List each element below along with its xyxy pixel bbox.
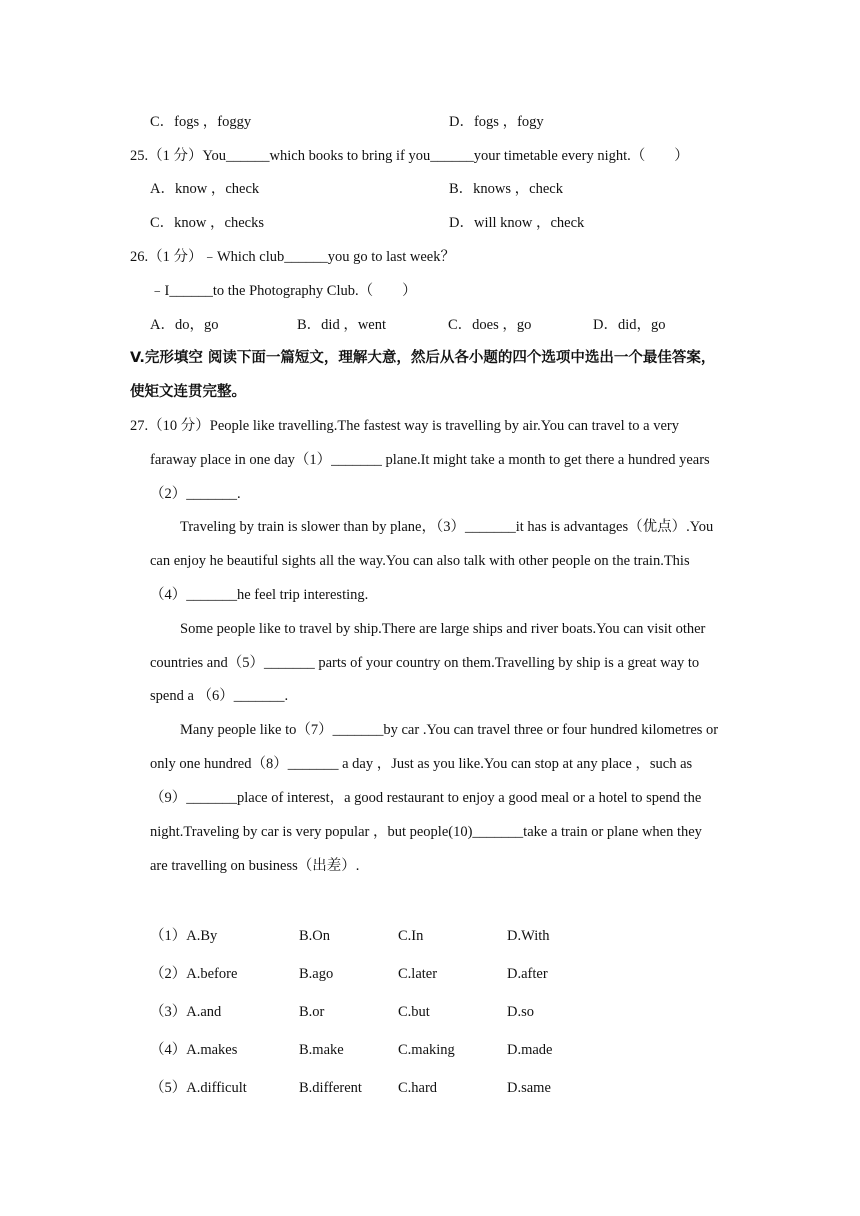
- blank-4-option-c[interactable]: C.making: [398, 1042, 455, 1058]
- passage-line: are travelling on business（出差）.: [150, 858, 360, 874]
- blank-2-option-a[interactable]: （2）A.before: [150, 966, 238, 982]
- q24-option-c[interactable]: C．fogs ，foggy: [150, 114, 252, 130]
- blank-1-option-b[interactable]: B.On: [299, 928, 331, 944]
- q26-option-c[interactable]: C．does ，go: [448, 317, 532, 333]
- blank-1-option-c[interactable]: C.In: [398, 928, 424, 944]
- q25-option-b[interactable]: B．knows ，check: [449, 181, 563, 197]
- blank-2-option-b[interactable]: B.ago: [299, 966, 334, 982]
- passage-line: only one hundred（8）_______ a day ，Just as you like.You can stop at any place ，such as: [150, 756, 693, 772]
- blank-3-option-c[interactable]: C.but: [398, 1004, 430, 1020]
- passage-line: Traveling by train is slower than by plane，（3）_______it has is advantages（优点）.You: [180, 519, 714, 535]
- blank-3-option-d[interactable]: D.so: [507, 1004, 534, 1020]
- passage-line: （9）_______place of interest，a good restaurant to enjoy a good meal or a hotel to spend the: [150, 790, 702, 806]
- blank-1-option-d[interactable]: D.With: [507, 928, 550, 944]
- blank-5-option-b[interactable]: B.different: [299, 1080, 362, 1096]
- blank-1-option-a[interactable]: （1）A.By: [150, 928, 218, 944]
- passage-line: night.Traveling by car is very popular ，but people(10)_______take a train or plane when they: [150, 824, 702, 840]
- blank-3-option-a[interactable]: （3）A.and: [150, 1004, 222, 1020]
- blank-3-option-b[interactable]: B.or: [299, 1004, 325, 1020]
- blank-4-option-a[interactable]: （4）A.makes: [150, 1042, 238, 1058]
- blank-5-option-d[interactable]: D.same: [507, 1080, 551, 1096]
- passage-line: 27.（10 分）People like travelling.The fastest way is travelling by air.You can travel to a very: [130, 418, 679, 434]
- q26-option-d[interactable]: D．did，go: [593, 317, 666, 333]
- passage-line: can enjoy he beautiful sights all the way.You can also talk with other people on the train.This: [150, 553, 690, 569]
- passage-line: spend a （6）_______.: [150, 688, 289, 704]
- passage-line: （4）_______he feel trip interesting.: [150, 587, 369, 603]
- q26-dialog-line: ﹣I______to the Photography Club.（ ）: [150, 283, 417, 299]
- q25-option-d[interactable]: D．will know ，check: [449, 215, 585, 231]
- blank-4-option-b[interactable]: B.make: [299, 1042, 344, 1058]
- blank-2-option-c[interactable]: C.later: [398, 966, 438, 982]
- passage-line: Many people like to（7）_______by car .You can travel three or four hundred kilometres or: [180, 722, 719, 738]
- q25-option-c[interactable]: C．know ，checks: [150, 215, 264, 231]
- passage-line: Some people like to travel by ship.There are large ships and river boats.You can visit other: [180, 621, 706, 637]
- blank-4-option-d[interactable]: D.made: [507, 1042, 553, 1058]
- blank-5-option-a[interactable]: （5）A.difficult: [150, 1080, 247, 1096]
- section-heading-cont: 使矩文连贯完整。: [130, 384, 246, 400]
- q26-option-b[interactable]: B．did ，went: [297, 317, 387, 333]
- q25-stem: 25.（1 分）You______which books to bring if you______your timetable every night.（ ）: [130, 148, 689, 164]
- blank-2-option-d[interactable]: D.after: [507, 966, 548, 982]
- passage-line: faraway place in one day（1）_______ plane.It might take a month to get there a hundred years: [150, 452, 710, 468]
- blank-5-option-c[interactable]: C.hard: [398, 1080, 438, 1096]
- q26-option-a[interactable]: A．do，go: [150, 317, 219, 333]
- passage-line: （2）_______.: [150, 486, 241, 502]
- q25-option-a[interactable]: A．know ，check: [150, 181, 260, 197]
- passage-line: countries and（5）_______ parts of your country on them.Travelling by ship is a great way to: [150, 655, 700, 671]
- q26-stem: 26.（1 分）﹣Which club______you go to last week？: [130, 249, 455, 265]
- q24-option-d[interactable]: D．fogs ，fogy: [449, 114, 544, 130]
- section-heading: V.完形填空 阅读下面一篇短文，理解大意，然后从各小题的四个选项中选出一个最佳答案，: [130, 350, 716, 366]
